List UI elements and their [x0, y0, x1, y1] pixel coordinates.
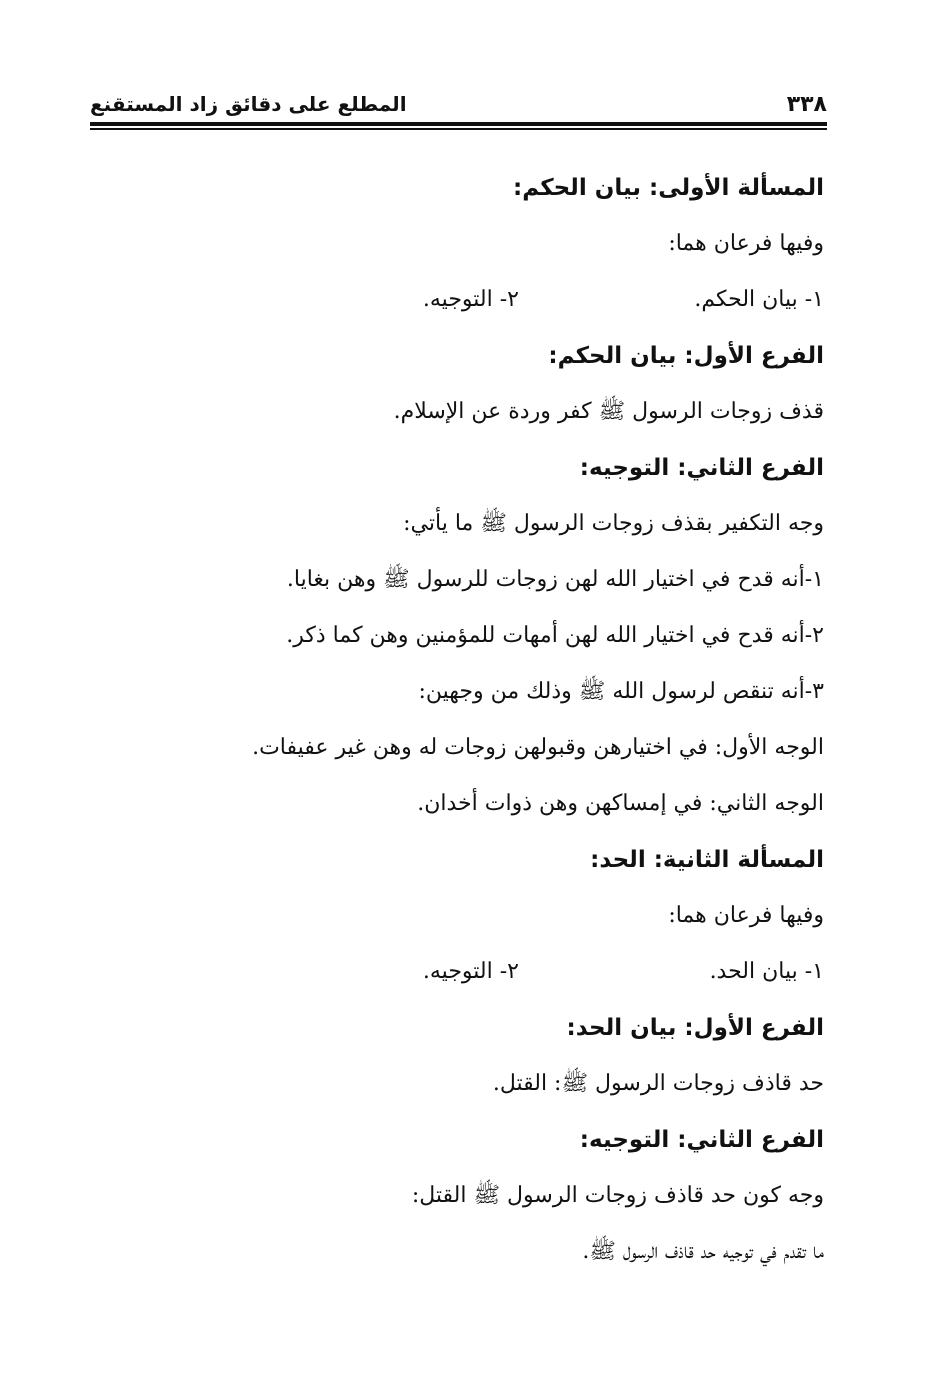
subsection-heading: الفرع الأول: بيان الحد: — [566, 1015, 824, 1041]
paragraph-line: وفيها فرعان هما: — [668, 903, 824, 928]
paragraph-line: ما تقدم في توجيه حد قاذف الرسول ﷺ. — [582, 1239, 824, 1264]
page-header — [90, 92, 827, 122]
list-item: ٢- التوجيه. — [422, 959, 519, 984]
list-item: ١- بيان الحكم. — [694, 287, 824, 312]
page-number: ٣٣٨ — [786, 92, 827, 117]
paragraph-line: حد قاذف زوجات الرسول ﷺ: القتل. — [492, 1071, 824, 1096]
paragraph-line: الوجه الثاني: في إمساكهن وهن ذوات أخدان. — [417, 791, 824, 816]
paragraph-line: وجه كون حد قاذف زوجات الرسول ﷺ القتل: — [411, 1183, 824, 1208]
subsection-heading: الفرع الأول: بيان الحكم: — [548, 343, 824, 369]
header-rule-thick — [90, 122, 827, 126]
two-column-list — [124, 952, 824, 1008]
subsection-heading: الفرع الثاني: التوجيه: — [579, 1127, 824, 1153]
paragraph-line: ١-أنه قدح في اختيار الله لهن زوجات للرسول ﷺ وهن بغايا. — [286, 567, 824, 592]
paragraph-line: قذف زوجات الرسول ﷺ كفر وردة عن الإسلام. — [393, 399, 824, 424]
section-heading: المسألة الثانية: الحد: — [590, 847, 824, 873]
paragraph-line: الوجه الأول: في اختيارهن وقبولهن زوجات له وهن غير عفيفات. — [252, 735, 824, 760]
paragraph-line: ٢-أنه قدح في اختيار الله لهن أمهات للمؤمنين وهن كما ذكر. — [286, 623, 824, 648]
header-rule-thin — [90, 128, 827, 130]
subsection-heading: الفرع الثاني: التوجيه: — [579, 455, 824, 481]
section-heading: المسألة الأولى: بيان الحكم: — [513, 175, 824, 201]
list-item: ١- بيان الحد. — [709, 959, 824, 984]
paragraph-line: وجه التكفير بقذف زوجات الرسول ﷺ ما يأتي: — [403, 511, 824, 536]
book-title: المطلع على دقائق زاد المستقنع — [90, 92, 407, 116]
page-body — [124, 168, 824, 1288]
paragraph-line: وفيها فرعان هما: — [668, 231, 824, 256]
paragraph-line: ٣-أنه تنقص لرسول الله ﷺ وذلك من وجهين: — [418, 679, 824, 704]
list-item: ٢- التوجيه. — [422, 287, 519, 312]
two-column-list — [124, 280, 824, 336]
